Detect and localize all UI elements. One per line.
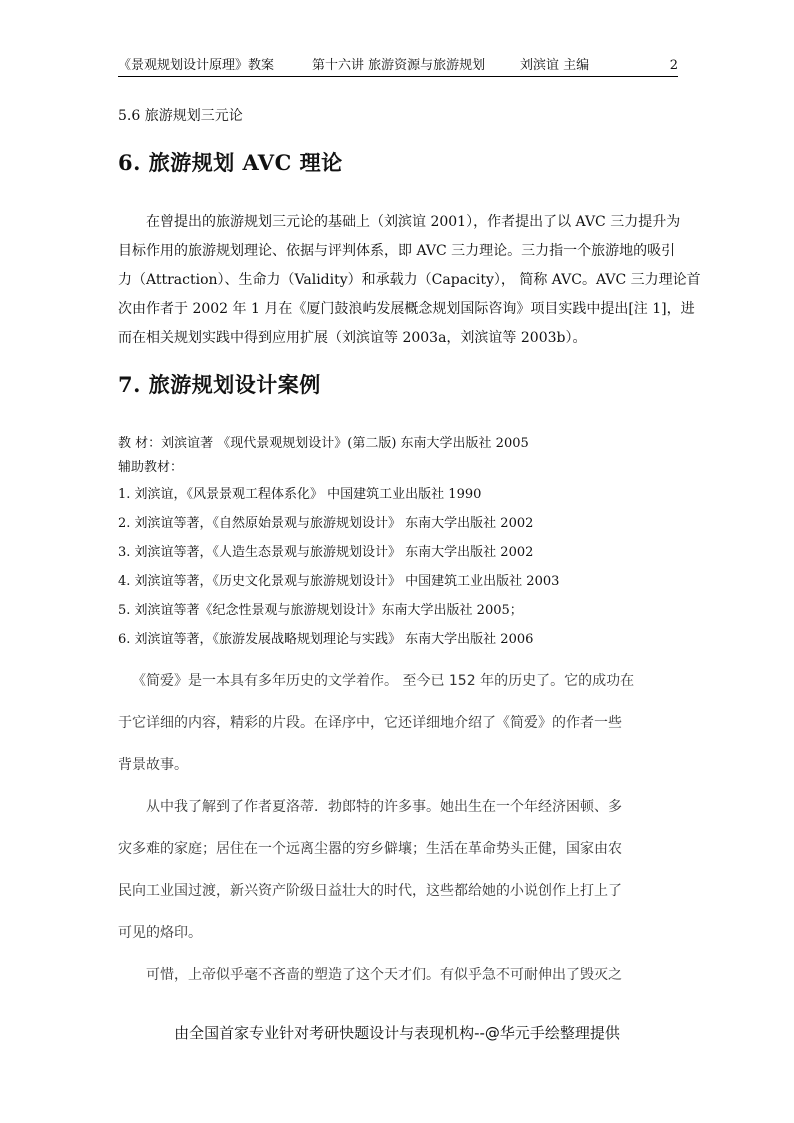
section-6-heading: 6. 旅游规划 AVC 理论	[118, 150, 343, 175]
essay-line: 灾多难的家庭；居住在一个远离尘嚣的穷乡僻壤；生活在革命势头正健，国家由农	[118, 841, 622, 857]
reference-item: 6. 刘滨谊等著，《旅游发展战略规划理论与实践》 东南大学出版社 2006	[118, 632, 534, 647]
paragraph-line: 力（Attraction）、生命力（Validity）和承载力（Capacity）， 简称 AVC。AVC 三力理论首	[118, 272, 701, 288]
reference-item: 4. 刘滨谊等著，《历史文化景观与旅游规划设计》 中国建筑工业出版社 2003	[118, 574, 560, 589]
avc-paragraph	[118, 208, 701, 353]
essay-line: 民向工业国过渡，新兴资产阶级日益壮大的时代，这些都给她的小说创作上打上了	[118, 883, 622, 899]
page-header	[118, 56, 678, 77]
essay-line: 可惜，上帝似乎毫不吝啬的塑造了这个天才们。有似乎急不可耐伸出了毁灭之	[146, 967, 622, 983]
essay-line: 于它详细的内容，精彩的片段。在译序中，它还详细地介绍了《简爱》的作者一些	[118, 715, 622, 731]
header-editor: 刘滨谊 主编	[520, 58, 590, 73]
essay-line: 背景故事。	[118, 757, 188, 773]
section-7-heading: 7. 旅游规划设计案例	[118, 372, 321, 397]
reference-item: 5. 刘滨谊等著《纪念性景观与旅游规划设计》东南大学出版社 2005；	[118, 603, 523, 618]
aux-textbook-label: 辅助教材：	[118, 460, 184, 475]
essay-line: 可见的烙印。	[118, 925, 202, 941]
reference-item: 3. 刘滨谊等著，《人造生态景观与旅游规划设计》 东南大学出版社 2002	[118, 545, 534, 560]
header-course-title: 《景观规划设计原理》教案	[118, 58, 275, 73]
textbook-line: 教 材：刘滨谊著 《现代景观规划设计》(第二版) 东南大学出版社 2005	[118, 436, 529, 451]
essay-line: 《简爱》是一本具有多年历史的文学着作。 至今已 152 年的历史了。它的成功在	[132, 673, 635, 689]
paragraph-line: 而在相关规划实践中得到应用扩展（刘滨谊等 2003a，刘滨谊等 2003b）。	[118, 330, 587, 346]
reference-item: 2. 刘滨谊等著，《自然原始景观与旅游规划设计》 东南大学出版社 2002	[118, 516, 534, 531]
subsection-title: 5.6 旅游规划三元论	[118, 108, 243, 124]
reference-item: 1. 刘滨谊，《风景景观工程体系化》 中国建筑工业出版社 1990	[118, 487, 482, 502]
paragraph-line: 在曾提出的旅游规划三元论的基础上（刘滨谊 2001），作者提出了以 AVC 三力提升为	[146, 214, 681, 230]
header-page-number: 2	[669, 58, 678, 73]
page-footer: 由全国首家专业针对考研快题设计与表现机构--@华元手绘整理提供	[174, 1024, 620, 1042]
paragraph-line: 次由作者于 2002 年 1 月在《厦门鼓浪屿发展概念规划国际咨询》项目实践中提出[注 1]，进	[118, 301, 695, 317]
reference-list	[118, 432, 678, 654]
essay-text	[118, 667, 678, 1003]
header-lecture-title: 第十六讲 旅游资源与旅游规划	[312, 58, 486, 73]
essay-line: 从中我了解到了作者夏洛蒂．勃郎特的许多事。她出生在一个年经济困顿、多	[146, 799, 622, 815]
paragraph-line: 目标作用的旅游规划理论、依据与评判体系，即 AVC 三力理论。三力指一个旅游地的吸引	[118, 243, 676, 259]
